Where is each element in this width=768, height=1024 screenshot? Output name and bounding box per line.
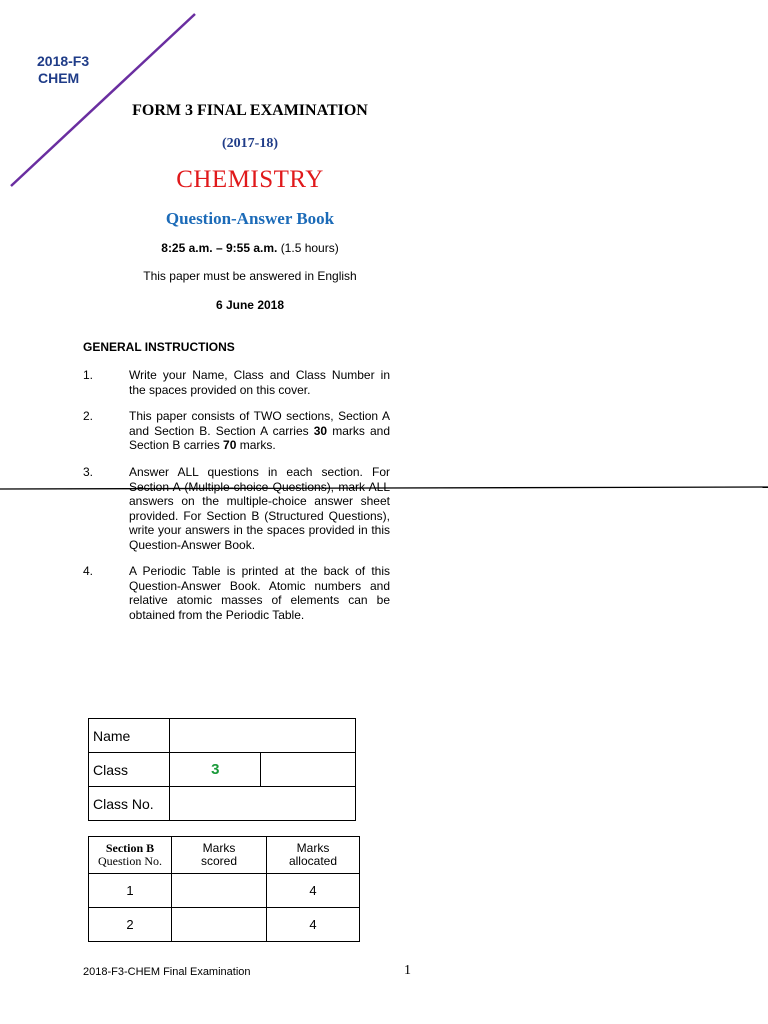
instruction-item-2 (83, 409, 390, 453)
question-no-header: Section B Question No. (89, 837, 172, 874)
name-label: Name (89, 719, 170, 753)
paper-code-line2: CHEM (38, 70, 80, 86)
class-label: Class (89, 753, 170, 787)
marks-scored-header: Marks scored (172, 837, 267, 874)
exam-title: FORM 3 FINAL EXAMINATION (132, 102, 368, 119)
question-number: 2 (89, 908, 172, 942)
marks-header-row (89, 837, 360, 874)
paper-code-line1: 2018-F3 (37, 53, 90, 69)
paper-code (37, 53, 89, 87)
class-no-row (89, 787, 356, 821)
marks-table (88, 836, 360, 942)
class-value[interactable]: 3 (170, 753, 261, 787)
marks-allocated-cell: 4 (267, 874, 360, 908)
instruction-text: This paper consists of TWO sections, Section A and Section B. Section A carries 30 marks and Section B carries 70 marks. (129, 409, 390, 452)
diagonal-corner-line (11, 14, 195, 186)
marks-allocated-cell: 4 (267, 908, 360, 942)
section-a-marks: 30 (313, 423, 328, 438)
class-no-field[interactable] (170, 787, 356, 821)
instruction-number: 2. (83, 409, 94, 423)
exam-date: 6 June 2018 (215, 298, 285, 312)
question-number: 1 (89, 874, 172, 908)
instruction-number: 4. (83, 564, 94, 578)
page-number: 1 (404, 963, 411, 978)
exam-duration: (1.5 hours) (280, 241, 339, 255)
instruction-item-1 (83, 368, 390, 397)
class-no-label: Class No. (89, 787, 170, 821)
exam-time (0, 241, 500, 255)
class-row (89, 753, 356, 787)
instruction-text: Write your Name, Class and Class Number in the spaces provided on this cover. (129, 368, 390, 397)
table-row (89, 908, 360, 942)
student-info-table (88, 718, 356, 821)
section-b-marks: 70 (223, 438, 237, 452)
exam-year: (2017-18) (222, 136, 278, 151)
instruction-text: A Periodic Table is printed at the back of this Question-Answer Book. Atomic numbers and relative atomic masses of elements can be obtained from the Periodic Table. (129, 564, 390, 622)
book-title: Question-Answer Book (165, 209, 335, 228)
footer-text: 2018-F3-CHEM Final Examination (83, 966, 251, 978)
name-row (89, 719, 356, 753)
instruction-text: Answer ALL questions in each section. For Section A (Multiple-choice Questions), mark ALL answers on the multiple-choice answer sheet provided. For Section B (Structured Questions), write your answers in the spaces provided in this Question-Answer Book. (129, 465, 390, 552)
marks-scored-cell[interactable] (172, 908, 267, 942)
marks-scored-cell[interactable] (172, 874, 267, 908)
exam-time-range: 8:25 a.m. – 9:55 a.m. (161, 241, 278, 255)
instruction-number: 3. (83, 465, 94, 479)
marks-allocated-header: Marks allocated (267, 837, 360, 874)
instructions-heading: GENERAL INSTRUCTIONS (83, 340, 235, 354)
name-field[interactable] (170, 719, 356, 753)
subject-title: CHEMISTRY (176, 166, 324, 193)
instruction-item-4 (83, 564, 390, 622)
table-row (89, 874, 360, 908)
language-note: This paper must be answered in English (143, 269, 357, 283)
instruction-number: 1. (83, 368, 94, 382)
class-extra-field[interactable] (261, 753, 356, 787)
instruction-item-3 (83, 465, 390, 552)
